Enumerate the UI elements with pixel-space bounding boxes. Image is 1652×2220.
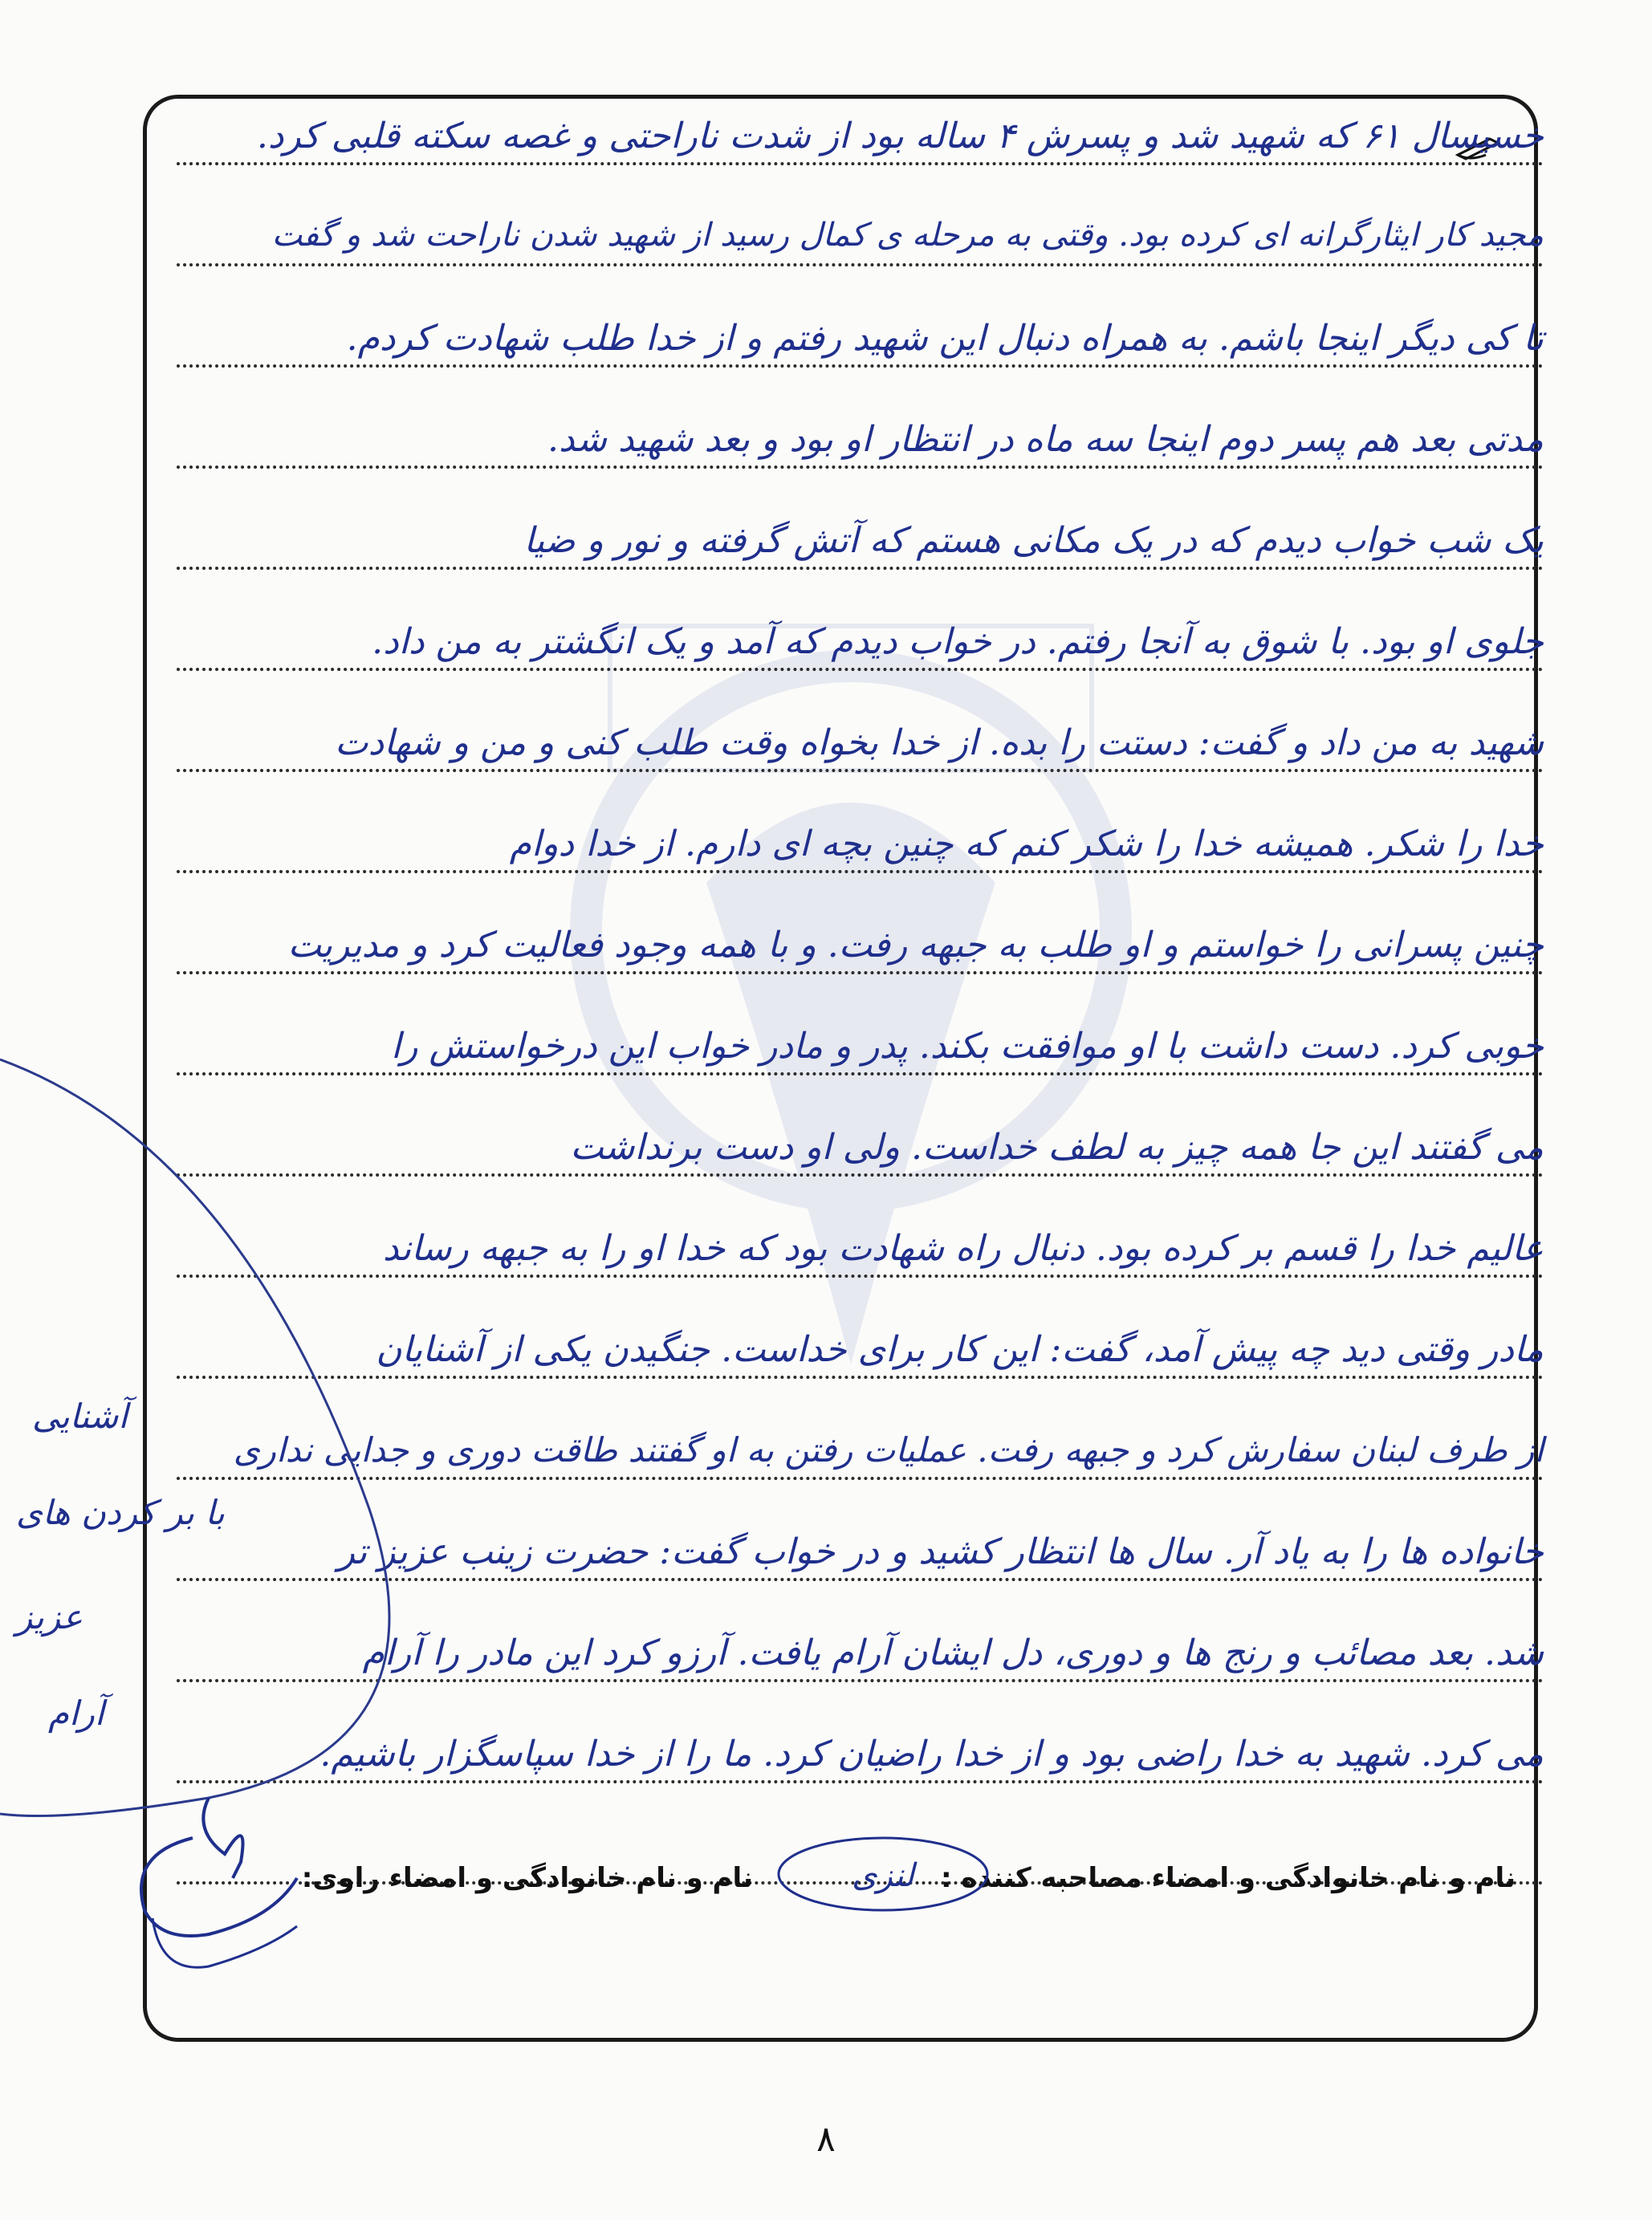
margin-note-line: عزیز [16, 1597, 83, 1637]
dotted-guide-line [177, 466, 1544, 469]
dotted-guide-line [177, 971, 1544, 974]
margin-note-line: آشنایی [32, 1397, 128, 1436]
margin-note-line: آرام [48, 1693, 104, 1733]
interviewer-signature-text: لنزی [852, 1857, 914, 1894]
interviewer-signature [771, 1830, 995, 1918]
dotted-guide-line [177, 668, 1544, 671]
dotted-guide-line [177, 263, 1544, 266]
handwritten-line: مادر وقتی دید چه پیش آمد، گفت: این کار برای خداست. جنگیدن یکی از آشنایان [376, 1329, 1544, 1370]
dotted-guide-line [177, 567, 1544, 570]
handwritten-line: خسیسال ۶۱ که شهید شد و پسرش ۴ ساله بود از شدت ناراحتی و غصه سکته قلبی کرد. [256, 116, 1544, 157]
narrator-signature [112, 1782, 353, 2023]
handwritten-line: یک شب خواب دیدم که در یک مکانی هستم که آتش گرفته و نور و ضیا [523, 520, 1544, 561]
handwritten-line: از طرف لبنان سفارش کرد و جبهه رفت. عملیات رفتن به او گفتند طاقت دوری و جدایی نداری [233, 1430, 1544, 1470]
dotted-guide-line [177, 364, 1544, 368]
handwritten-line: خانواده ها را به یاد آر. سال ها انتظار کشید و در خواب گفت: حضرت زینب عزیز تر [337, 1531, 1544, 1572]
dotted-guide-line [177, 870, 1544, 873]
handwritten-line: شد. بعد مصائب و رنج ها و دوری، دل ایشان آرام یافت. آرزو کرد این مادر را آرام [362, 1632, 1544, 1673]
handwritten-line: مجید کار ایثارگرانه ای کرده بود. وقتی به مرحله ی کمال رسید از شهید شدن ناراحت شد و گفت [271, 217, 1544, 254]
handwritten-line: خوبی کرد. دست داشت با او موافقت بکند. پدر و مادر خواب این درخواستش را [391, 1026, 1544, 1067]
handwritten-line: جلوی او بود. با شوق به آنجا رفتم. در خواب دیدم که آمد و یک انگشتر به من داد. [372, 621, 1544, 662]
handwritten-line: می گفتند این جا همه چیز به لطف خداست. ولی او دست برنداشت [570, 1127, 1544, 1168]
handwritten-line: چنین پسرانی را خواستم و او طلب به جبهه رفت. و با همه وجود فعالیت کرد و مدیریت [287, 925, 1544, 966]
interviewer-label: نام و نام خانوادگی و امضاء مصاحبه کننده : [940, 1862, 1516, 1894]
handwritten-line: می کرد. شهید به خدا راضی بود و از خدا راضیان کرد. ما را از خدا سپاسگزار باشیم. [319, 1734, 1544, 1775]
handwritten-line: شهید به من داد و گفت: دستت را بده. از خدا بخواه وقت طلب کنی و من و شهادت [335, 722, 1544, 763]
page-number: ۸ [816, 2119, 836, 2160]
narrator-label: نام و نام خانوادگی و امضاء راوی: [301, 1862, 753, 1894]
signature-footer [0, 1846, 1652, 1918]
handwritten-line: مدتی بعد هم پسر دوم اینجا سه ماه در انتظار او بود و بعد شهید شد. [547, 419, 1544, 460]
handwritten-line: خدا را شکر. همیشه خدا را شکر کنم که چنین بچه ای دارم. از خدا دوام [509, 823, 1544, 864]
margin-note-line: با بر کردن های [16, 1493, 225, 1532]
dotted-guide-line [177, 769, 1544, 772]
dotted-guide-line [177, 162, 1544, 165]
handwritten-line: تا کی دیگر اینجا باشم. به همراه دنبال این شهید رفتم و از خدا طلب شهادت کردم. [346, 318, 1544, 359]
handwritten-line: عالیم خدا را قسم بر کرده بود. دنبال راه شهادت بود که خدا او را به جبهه رساند [382, 1228, 1544, 1269]
